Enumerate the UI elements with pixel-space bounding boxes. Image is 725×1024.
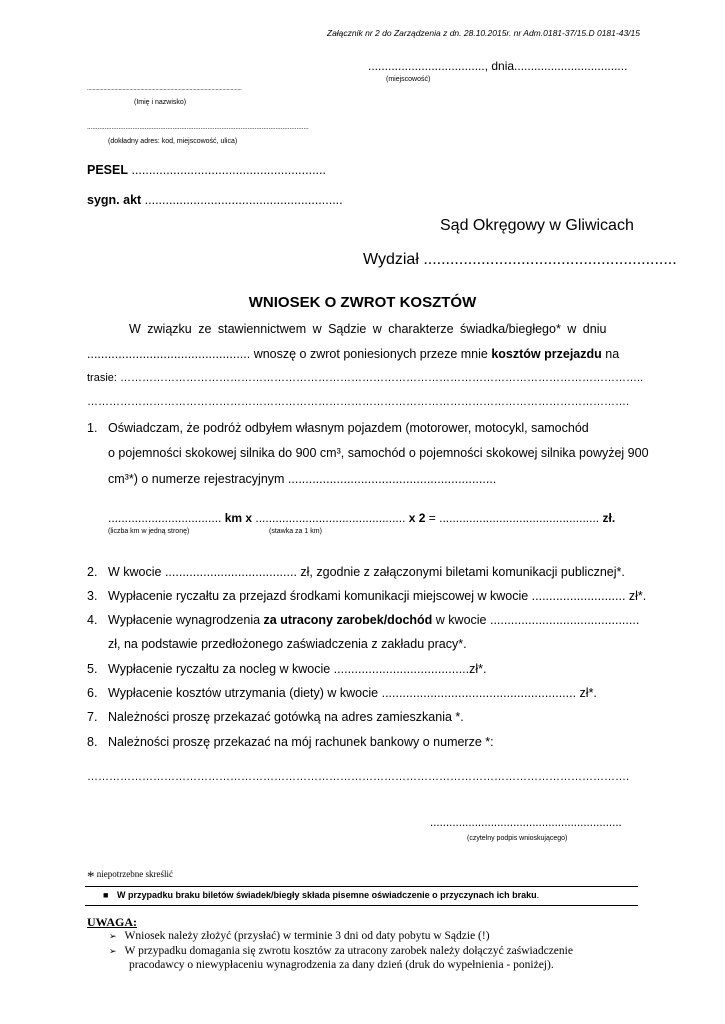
arrow-bullet-icon: ➢ — [109, 946, 117, 956]
intro-line-2-end: na — [601, 347, 620, 361]
item-5-number: 5. — [87, 662, 98, 676]
signature-line[interactable]: ............................................................ — [430, 817, 622, 829]
case-number-field[interactable] — [87, 193, 343, 207]
name-caption: (Imię i nazwisko) — [134, 99, 187, 106]
case-number-dots[interactable]: ......................................................... — [141, 193, 343, 207]
item-8-number: 8. — [87, 735, 98, 749]
item-1-line-3[interactable]: cm³*) o numerze rejestracyjnym ............................................................ — [108, 472, 497, 486]
rate-dots[interactable]: ............................................. — [252, 511, 406, 525]
footnote-bullet-end: . — [536, 890, 540, 900]
item-8-text[interactable]: Należności proszę przekazać na mój rachunek bankowy o numerze *: — [108, 735, 494, 749]
item-7-text[interactable]: Należności proszę przekazać gotówką na adres zamieszkania *. — [108, 710, 464, 724]
footnote-bullet-text: W przypadku braku biletów świadek/biegły składa pisemne oświadczenie o przyczynach ich braku — [117, 890, 537, 900]
footnote-top-rule — [85, 886, 638, 887]
bullet-dot-icon: ■ — [103, 890, 109, 900]
rate-caption: (stawka za 1 km) — [269, 528, 322, 535]
footnote-star: * — [87, 869, 95, 885]
km-dots[interactable]: .................................. — [108, 511, 222, 525]
calculation-row — [108, 511, 615, 525]
signature-caption: (czytelny podpis wnioskującego) — [467, 835, 568, 842]
km-caption: (liczba km w jedną stronę) — [108, 528, 190, 535]
item-1-line-1: Oświadczam, że podróż odbyłem własnym pojazdem (motorower, motocykl, samochód — [108, 421, 589, 435]
route-line-2[interactable]: …………………………………………………………………………………………………………………………………. — [87, 396, 630, 408]
document-title: WNIOSEK O ZWROT KOSZTÓW — [248, 294, 477, 311]
item-3-text[interactable]: Wypłacenie ryczałtu za przejazd środkami komunikacji miejscowej w kwocie ........................... zł*. — [108, 589, 647, 603]
warning-item-2 — [109, 945, 573, 957]
arrow-bullet-icon: ➢ — [109, 931, 117, 941]
item-3-number: 3. — [87, 589, 98, 603]
address-line[interactable]: ............................................................................................................................... — [87, 124, 309, 131]
times-two-label: x 2 — [405, 511, 426, 525]
place-date-line[interactable]: ..................................., dnia.................................. — [368, 59, 628, 73]
pesel-field[interactable] — [87, 163, 326, 177]
item-1-number: 1. — [87, 421, 98, 435]
item-5-text[interactable]: Wypłacenie ryczałtu za nocleg w kwocie .......................................zł*. — [108, 662, 487, 676]
km-label: km x — [221, 511, 253, 525]
footnote — [87, 869, 173, 886]
footnote-bottom-rule — [85, 905, 638, 906]
place-caption: (miejscowość) — [386, 76, 431, 83]
warning-title: UWAGA: — [87, 915, 137, 929]
case-number-label: sygn. akt — [87, 193, 142, 207]
pesel-dots[interactable]: ........................................................ — [128, 163, 326, 177]
warning-item-1 — [109, 930, 490, 942]
name-line[interactable]: ................................................................................................................. — [87, 86, 242, 92]
item-4-number: 4. — [87, 613, 98, 627]
pesel-label: PESEL — [87, 163, 128, 177]
warning-item-2-cont: pracodawcy o niewypłaceniu wynagrodzenia za dany dzień (druk do wypełnienia - poniżej). — [129, 959, 554, 971]
route-line[interactable]: trasie: …………………………………………………………………………………………………………………………….. — [87, 372, 644, 384]
travel-costs-emphasis: kosztów przejazdu — [491, 347, 602, 361]
warning-item-1-text: Wniosek należy złożyć (przysłać) w terminie 3 dni od daty pobytu w Sądzie (!) — [124, 930, 490, 942]
warning-item-2-text: W przypadku domagania się zwrotu kosztów za utracony zarobek należy dołączyć zaświadczenie — [124, 945, 573, 957]
intro-line-1: W związku ze stawiennictwem w Sądzie w charakterze świadka/biegłego* w dniu — [129, 322, 607, 336]
item-1-line-2: o pojemności skokowej silnika do 900 cm³, samochód o pojemności skokowej silnika powyżej 900 — [108, 446, 649, 460]
item-6-text[interactable]: Wypłacenie kosztów utrzymania (diety) w kwocie ........................................................ zł*. — [108, 686, 597, 700]
item-2-text[interactable]: W kwocie ...................................... zł, zgodnie z załączonymi biletami komunikacji publicznej*. — [108, 565, 625, 579]
item-7-number: 7. — [87, 710, 98, 724]
item-6-number: 6. — [87, 686, 98, 700]
court-division[interactable]: Wydział ......................................................... — [363, 251, 677, 268]
currency-label: zł. — [599, 511, 616, 525]
item-4-text-cont: zł, na podstawie przedłożonego zaświadczenia z zakładu pracy*. — [108, 637, 467, 651]
attachment-note: Załącznik nr 2 do Zarządzenia z dn. 28.10.2015r. nr Adm.0181-37/15.D 0181-43/15 — [326, 28, 640, 38]
bank-account-line[interactable]: …………………………………………………………………………………………………………………………………. — [87, 771, 630, 783]
item-4-amount-dots[interactable]: w kwocie ........................................... — [432, 613, 640, 627]
lost-earnings-emphasis: za utracony zarobek/dochód — [263, 613, 433, 627]
address-caption: (dokładny adres: kod, miejscowość, ulica) — [108, 138, 238, 145]
item-4-text-a: Wypłacenie wynagrodzenia — [108, 613, 264, 627]
footnote-text: niepotrzebne skreślić — [94, 869, 173, 879]
item-4-text[interactable] — [108, 613, 639, 627]
total-dots[interactable]: = ................................................ — [425, 511, 600, 525]
item-2-number: 2. — [87, 565, 98, 579]
footnote-bullet — [103, 890, 540, 900]
court-name: Sąd Okręgowy w Gliwicach — [440, 217, 634, 234]
intro-line-2 — [87, 347, 619, 361]
intro-date-dots[interactable]: ............................................... wnoszę o zwrot poniesionych przeze mnie — [87, 347, 492, 361]
